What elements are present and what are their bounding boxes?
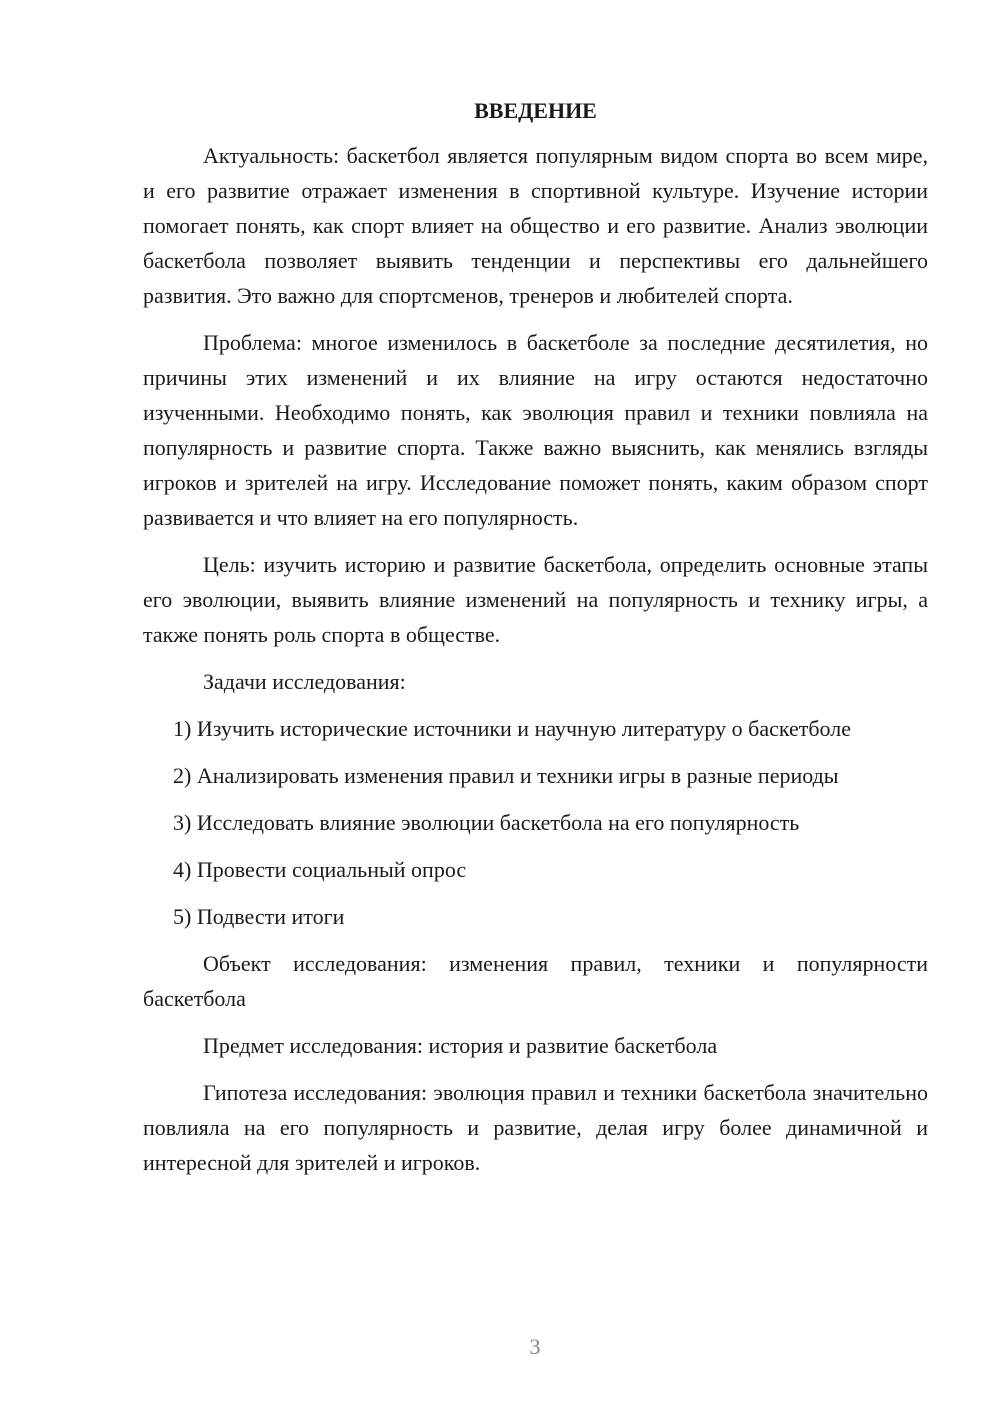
- tasks-heading: Задачи исследования:: [203, 669, 406, 694]
- task-item-4: 4) Провести социальный опрос: [173, 857, 467, 882]
- relevance-paragraph: Актуальность: баскетбол является популярным видом спорта во всем мире, и его развитие отражает изменения в спортивной культуре. Изучение истории помогает понять, как спорт влияет на общество и его развитие. Анализ эволюции баскетбола позволяет выявить тенденции и перспективы его дальнейшего развития. Это важно для спортсменов, тренеров и любителей спорта.: [143, 143, 928, 308]
- task-item-2: 2) Анализировать изменения правил и техники игры в разные периоды: [173, 763, 839, 788]
- task-item-3: 3) Исследовать влияние эволюции баскетбола на его популярность: [173, 810, 800, 835]
- hypothesis-paragraph: Гипотеза исследования: эволюция правил и техники баскетбола значительно повлияла на его популярность и развитие, делая игру более динамичной и интересной для зрителей и игроков.: [143, 1080, 928, 1175]
- object-paragraph: Объект исследования: изменения правил, техники и популярности баскетбола: [143, 951, 928, 1011]
- goal-paragraph: Цель: изучить историю и развитие баскетбола, определить основные этапы его эволюции, выявить влияние изменений на популярность и технику игры, а также понять роль спорта в обществе.: [143, 552, 928, 647]
- section-title: ВВЕДЕНИЕ: [474, 98, 597, 123]
- page-number: 3: [529, 1334, 541, 1359]
- document-body: [143, 96, 928, 1192]
- subject-paragraph: Предмет исследования: история и развитие баскетбола: [203, 1033, 718, 1058]
- problem-paragraph: Проблема: многое изменилось в баскетболе за последние десятилетия, но причины этих изменений и их влияние на игру остаются недостаточно изученными. Необходимо понять, как эволюция правил и техники повлияла на популярность и развитие спорта. Также важно выяснить, как менялись взгляды игроков и зрителей на игру. Исследование поможет понять, каким образом спорт развивается и что влияет на его популярность.: [143, 330, 928, 530]
- task-item-1: 1) Изучить исторические источники и научную литературу о баскетболе: [173, 716, 852, 741]
- task-item-5: 5) Подвести итоги: [173, 904, 345, 929]
